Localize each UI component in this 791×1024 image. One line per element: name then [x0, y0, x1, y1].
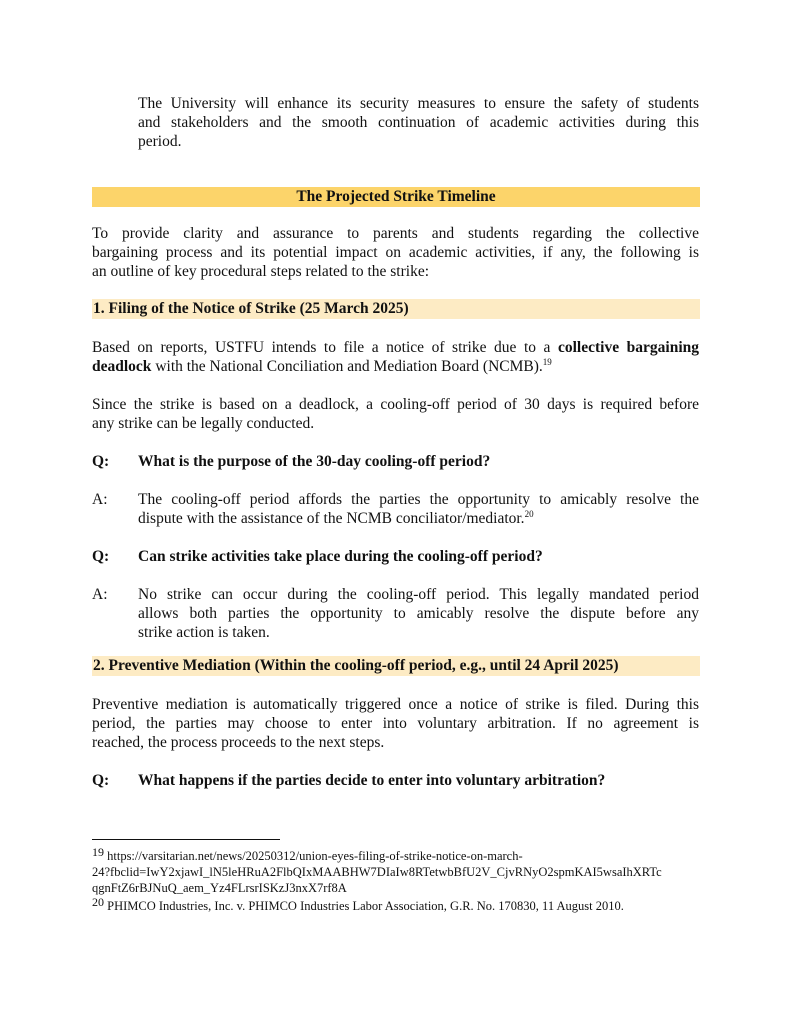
- footnote-ref-19: 19: [542, 357, 552, 367]
- footnote-19-line-2[interactable]: 24?fbclid=IwY2xjawI_lN5leHRuA2FlbQIxMAABHW7DIaIw8RTetwbBfU2V_CjvRNyO2spmKAI5wsaIhXRTc: [92, 865, 662, 879]
- answer-line-1: No strike can occur during the cooling-off period. This legally mandated period: [138, 586, 699, 603]
- section-1-para-2-line-1: Since the strike is based on a deadlock, a cooling-off period of 30 days is required before: [92, 396, 699, 413]
- question-label: Q:: [92, 548, 110, 565]
- answer-label: A:: [92, 491, 108, 508]
- question-text: What is the purpose of the 30-day cooling-off period?: [138, 453, 491, 470]
- question-label: Q:: [92, 772, 110, 789]
- footnote-number: 20: [92, 895, 104, 909]
- footnote-19: [92, 845, 702, 864]
- timeline-heading: The Projected Strike Timeline: [92, 187, 700, 207]
- section-1-para-1-line-1: [92, 338, 699, 357]
- intro-line-1: The University will enhance its security measures to ensure the safety of students: [138, 95, 699, 112]
- answer-text: dispute with the assistance of the NCMB conciliator/mediator.: [138, 510, 525, 527]
- answer-line-2: allows both parties the opportunity to amicably resolve the dispute before any: [138, 605, 699, 622]
- footnote-separator: [92, 839, 280, 840]
- bold-term: deadlock: [92, 358, 152, 375]
- section-2-para-line-1: Preventive mediation is automatically triggered once a notice of strike is filed. During this: [92, 696, 699, 713]
- answer-line-2: [138, 509, 699, 528]
- timeline-intro-line-2: bargaining process and its potential impact on academic activities, if any, the following is: [92, 244, 699, 261]
- footnote-number: 19: [92, 845, 104, 859]
- footnote-url[interactable]: https://varsitarian.net/news/20250312/union-eyes-filing-of-strike-notice-on-march-: [107, 849, 523, 863]
- question-text: Can strike activities take place during the cooling-off period?: [138, 548, 543, 565]
- answer-line-1: The cooling-off period affords the parties the opportunity to amicably resolve the: [138, 491, 699, 508]
- question-label: Q:: [92, 453, 110, 470]
- section-2-para-line-3: reached, the process proceeds to the next steps.: [92, 734, 385, 751]
- answer-label: A:: [92, 586, 108, 603]
- section-1-para-2-line-2: any strike can be legally conducted.: [92, 415, 315, 432]
- section-1-heading: 1. Filing of the Notice of Strike (25 March 2025): [92, 299, 700, 319]
- bold-term: collective bargaining: [558, 339, 700, 356]
- question-text: What happens if the parties decide to enter into voluntary arbitration?: [138, 772, 606, 789]
- section-2-para-line-2: period, the parties may choose to enter into voluntary arbitration. If no agreement is: [92, 715, 699, 732]
- timeline-intro-line-3: an outline of key procedural steps related to the strike:: [92, 263, 430, 280]
- footnote-19-line-3[interactable]: qgnFtZ6rBJNuQ_aem_Yz4FLrsrISKzJ3nxX7rf8A: [92, 881, 347, 895]
- para-text: Based on reports, USTFU intends to file a notice of strike due to a: [92, 339, 558, 356]
- timeline-intro-line-1: To provide clarity and assurance to parents and students regarding the collective: [92, 225, 699, 242]
- answer-line-3: strike action is taken.: [138, 624, 270, 641]
- footnote-text: PHIMCO Industries, Inc. v. PHIMCO Industries Labor Association, G.R. No. 170830, 11 August 2010.: [107, 899, 624, 913]
- intro-line-3: period.: [138, 133, 182, 150]
- footnote-ref-20: 20: [524, 509, 534, 519]
- para-text: with the National Conciliation and Mediation Board (NCMB).: [151, 358, 543, 375]
- intro-line-2: and stakeholders and the smooth continuation of academic activities during this: [138, 114, 699, 131]
- footnote-20: [92, 895, 702, 914]
- section-1-para-1-line-2: [92, 357, 699, 376]
- section-2-heading: 2. Preventive Mediation (Within the cooling-off period, e.g., until 24 April 2025): [92, 656, 700, 676]
